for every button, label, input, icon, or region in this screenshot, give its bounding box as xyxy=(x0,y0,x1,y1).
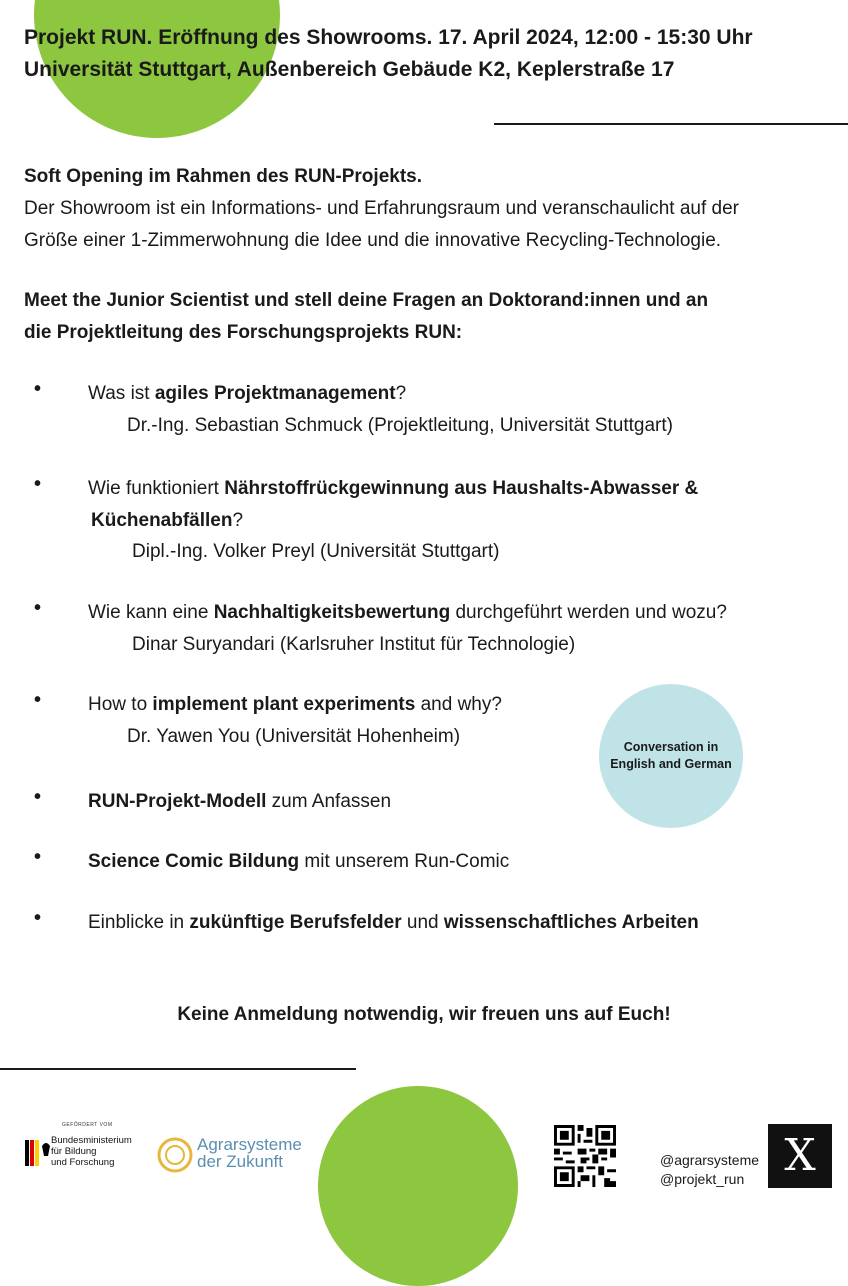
bullet-7-bold-2: wissenschaftliches Arbeiten xyxy=(443,912,699,933)
bullet-1-post: ? xyxy=(395,383,407,404)
bullet-dot: • xyxy=(34,597,42,619)
header-line-1: Projekt RUN. Eröffnung des Showrooms. 17. April 2024, 12:00 - 15:30 Uhr xyxy=(24,26,753,49)
bullet-7-bold: zukünftige Berufsfelder xyxy=(189,912,402,933)
bullet-2-bold-cont: Küchenabfällen xyxy=(91,510,233,531)
bullet-2-question xyxy=(88,473,698,505)
intro-line-1: Der Showroom ist ein Informations- und Erfahrungsraum und veranschaulicht auf der xyxy=(24,198,739,219)
bubble-line-1: Conversation in xyxy=(623,740,719,754)
bubble-line-2: English and German xyxy=(610,757,732,771)
bullet-7-mid: und xyxy=(401,912,444,933)
meet-line-2: die Projektleitung des Forschungsprojekts RUN: xyxy=(24,322,463,343)
bullet-7-pre: Einblicke in xyxy=(88,912,190,933)
language-bubble xyxy=(599,684,743,828)
handle-projekt-run[interactable]: @projekt_run xyxy=(660,1171,745,1187)
bmbf-small-label: GEFÖRDERT VOM xyxy=(62,1122,113,1128)
bullet-2-pre: Wie funktioniert xyxy=(88,478,225,499)
bullet-6-bold: Science Comic Bildung xyxy=(88,851,300,872)
bullet-3-bold: Nachhaltigkeitsbewertung xyxy=(213,602,451,623)
bmbf-line-1: Bundesministerium xyxy=(51,1135,132,1146)
handle-agrarsysteme[interactable]: @agrarsysteme xyxy=(660,1152,760,1168)
bullet-4-question xyxy=(88,689,502,721)
bullet-7 xyxy=(88,907,699,939)
agrar-line-1: Agrarsysteme xyxy=(197,1135,302,1154)
bullet-3-question xyxy=(88,597,727,629)
bullet-1-pre: Was ist xyxy=(88,383,155,404)
bullet-2-post: ? xyxy=(232,510,244,531)
bullet-4-post: and why? xyxy=(415,694,502,715)
event-header xyxy=(24,22,753,86)
meet-block xyxy=(24,285,708,349)
agrar-text xyxy=(197,1136,302,1170)
header-line-2: Universität Stuttgart, Außenbereich Gebäude K2, Keplerstraße 17 xyxy=(24,58,675,81)
federal-eagle-icon xyxy=(22,1134,52,1174)
x-logo-icon[interactable] xyxy=(768,1124,832,1188)
bullet-dot: • xyxy=(34,378,42,400)
bullet-6-post: mit unserem Run-Comic xyxy=(299,851,510,872)
bullet-5-bold: RUN-Projekt-Modell xyxy=(88,791,267,812)
bullet-dot: • xyxy=(34,786,42,808)
bullet-1-speaker: Dr.-Ing. Sebastian Schmuck (Projektleitung, Universität Stuttgart) xyxy=(127,415,673,436)
bullet-4-speaker: Dr. Yawen You (Universität Hohenheim) xyxy=(127,726,461,747)
bullet-2-bold: Nährstoffrückgewinnung aus Haushalts-Abwasser & xyxy=(224,478,699,499)
bmbf-name xyxy=(51,1135,132,1168)
social-handles xyxy=(660,1151,759,1189)
bullet-dot: • xyxy=(34,689,42,711)
agrar-line-2: der Zukunft xyxy=(197,1152,283,1171)
bullet-dot: • xyxy=(34,846,42,868)
intro-block xyxy=(24,161,739,257)
intro-line-2: Größe einer 1-Zimmerwohnung die Idee und die innovative Recycling-Technologie. xyxy=(24,230,722,251)
header-divider xyxy=(494,123,848,125)
bullet-3-speaker: Dinar Suryandari (Karlsruher Institut für Technologie) xyxy=(132,634,576,655)
intro-heading: Soft Opening im Rahmen des RUN-Projekts. xyxy=(24,166,422,187)
agrarsysteme-logo xyxy=(155,1135,315,1179)
x-logo-glyph: X xyxy=(784,1130,816,1181)
bottom-green-circle xyxy=(318,1086,518,1286)
footer-divider xyxy=(0,1068,356,1070)
bullet-3-pre: Wie kann eine xyxy=(88,602,214,623)
bullet-4-bold: implement plant experiments xyxy=(152,694,416,715)
qr-code-icon[interactable] xyxy=(554,1125,616,1187)
closing-line: Keine Anmeldung notwendig, wir freuen uns auf Euch! xyxy=(177,1004,671,1025)
meet-line-1: Meet the Junior Scientist und stell deine Fragen an Doktorand:innen und an xyxy=(24,290,709,311)
bmbf-line-3: und Forschung xyxy=(51,1157,115,1168)
bmbf-logo xyxy=(22,1122,132,1182)
bullet-1-question xyxy=(88,378,406,410)
agrar-ring-icon xyxy=(155,1135,195,1175)
bullet-5-post: zum Anfassen xyxy=(266,791,392,812)
bullet-2-question-cont xyxy=(91,505,243,537)
bullet-5 xyxy=(88,786,391,818)
bullet-2-speaker: Dipl.-Ing. Volker Preyl (Universität Stuttgart) xyxy=(132,541,500,562)
bullet-4-pre: How to xyxy=(88,694,153,715)
bullet-dot: • xyxy=(34,473,42,495)
bullet-3-post: durchgeführt werden und wozu? xyxy=(450,602,727,623)
bullet-1-bold: agiles Projektmanagement xyxy=(154,383,396,404)
bmbf-line-2: für Bildung xyxy=(51,1146,97,1157)
bullet-6 xyxy=(88,846,509,878)
bullet-dot: • xyxy=(34,907,42,929)
